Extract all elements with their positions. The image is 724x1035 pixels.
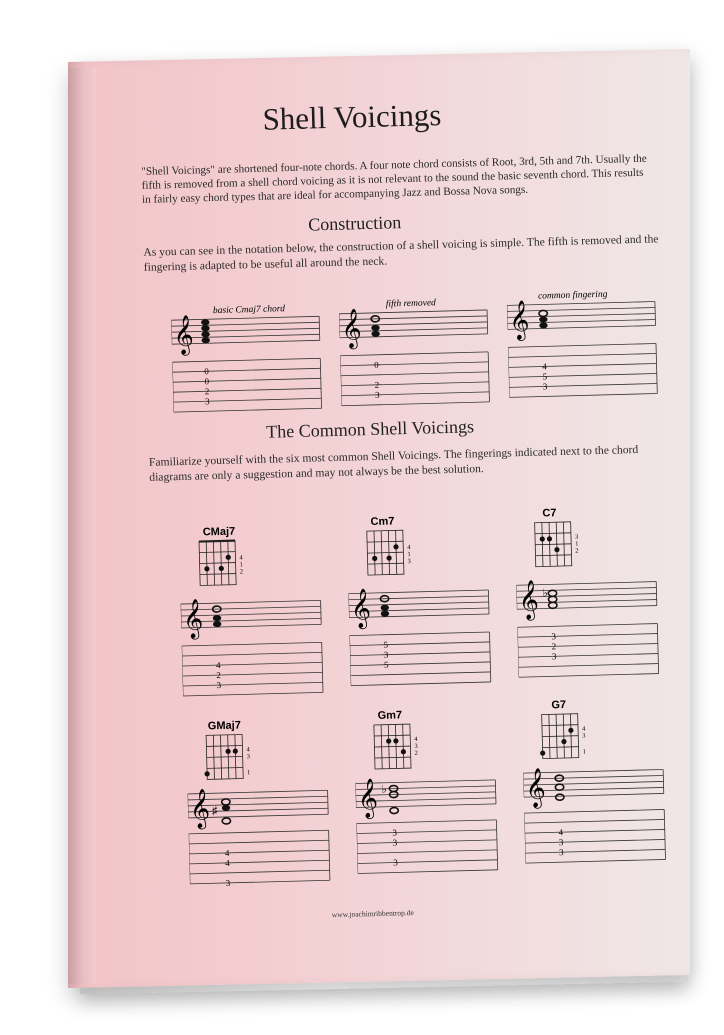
- finger-number: 2: [239, 568, 244, 576]
- construction-example-1: [171, 298, 324, 422]
- treble-clef-icon: 𝄞: [173, 316, 195, 355]
- construction-paragraph: As you can see in the notation below, the construction of a shell voicing is simple. The fifth is removed and the fingering is adapted to be useful all around the neck.: [143, 232, 659, 274]
- tab-number: 5: [542, 371, 548, 382]
- finger-number: 4: [581, 725, 586, 733]
- tab-number: 2: [204, 386, 210, 397]
- finger-number: 2: [414, 749, 418, 757]
- tab-number: 3: [374, 389, 380, 400]
- finger-number: 1: [239, 561, 243, 569]
- finger-number: 3: [582, 732, 586, 740]
- finger-number: 4: [239, 554, 243, 562]
- tab-number: 2: [216, 670, 221, 681]
- website-footer: www.joachimribbentrop.de: [331, 908, 414, 920]
- tab-number: 2: [374, 379, 380, 390]
- chord-name: Cm7: [370, 515, 395, 529]
- chord-gm7: [353, 704, 508, 888]
- accidental-sign: ♭: [381, 783, 387, 796]
- tab-number: 3: [216, 680, 222, 691]
- chord-g7: [521, 693, 676, 877]
- tab-number: 3: [558, 847, 564, 858]
- tab-number: 0: [204, 376, 210, 387]
- chord-noteheads: [389, 785, 398, 813]
- chord-diagram: [542, 714, 579, 759]
- tab-number: 4: [558, 827, 564, 838]
- treble-clef-icon: 𝄞: [525, 769, 547, 808]
- tab-number: 4: [215, 660, 221, 671]
- tab-number: 3: [383, 649, 389, 660]
- finger-number: 4: [407, 544, 411, 552]
- treble-clef-icon: 𝄞: [518, 581, 540, 620]
- finger-number: 1: [246, 769, 251, 777]
- tab-number: 3: [204, 396, 210, 407]
- accidental-sign: ♯: [211, 805, 218, 818]
- chord-gmaj7: [186, 714, 341, 898]
- chord-diagram: [199, 541, 236, 586]
- chord-noteheads: [539, 310, 548, 328]
- chord-cmaj7: [179, 520, 334, 704]
- tab-number: 3: [551, 651, 557, 662]
- treble-clef-icon: 𝄞: [350, 590, 372, 628]
- finger-number: 2: [575, 547, 579, 555]
- tab-number: 3: [225, 877, 231, 888]
- common-voicings-heading: The Common Shell Voicings: [265, 416, 475, 442]
- accidental-sign: ♭: [542, 587, 548, 600]
- chord-c7: [514, 501, 669, 685]
- chord-name: C7: [542, 507, 557, 520]
- chord-diagram: [206, 734, 243, 779]
- tab-number: 0: [374, 359, 379, 370]
- tab-number: 4: [225, 857, 230, 868]
- chord-noteheads: [548, 590, 557, 608]
- tab-number: 3: [558, 837, 564, 848]
- tab-number: 3: [392, 837, 398, 848]
- finger-number: 4: [246, 746, 250, 754]
- chord-name: GMaj7: [207, 719, 242, 733]
- tab-number: 5: [383, 659, 389, 670]
- example-caption: fifth removed: [385, 298, 437, 310]
- treble-clef-icon: 𝄞: [182, 600, 204, 638]
- finger-number: 3: [407, 557, 411, 566]
- tab-number: 0: [204, 366, 209, 377]
- finger-number: 1: [575, 540, 579, 548]
- tab-number: 4: [224, 847, 230, 858]
- finger-number: 4: [414, 735, 418, 743]
- intro-paragraph: "Shell Voicings" are shortened four-note chords. A four note chord consists of Root, 3rd, 5th and 7th. Usually the fifth is removed from a shell chord voicing as it is not relevant to the sound the basic seventh chord. This results in fairly easy chord types that are ideal for accompanying Jazz and Bossa Nova songs.: [141, 152, 647, 206]
- tab-number: 2: [551, 641, 557, 652]
- example-caption: common fingering: [537, 289, 608, 302]
- treble-clef-icon: 𝄞: [357, 779, 379, 818]
- finger-number: 3: [246, 753, 251, 761]
- chord-diagram: [374, 724, 411, 769]
- chord-name: Gm7: [377, 709, 403, 722]
- construction-example-3: [506, 283, 659, 407]
- tab-number: 3: [542, 381, 548, 392]
- tab-number: 3: [392, 827, 398, 838]
- treble-clef-icon: 𝄞: [189, 790, 211, 828]
- finger-number: 1: [582, 748, 586, 756]
- example-caption: basic Cmaj7 chord: [212, 304, 286, 317]
- finger-number: 3: [574, 533, 579, 541]
- treble-clef-icon: 𝄞: [508, 301, 530, 340]
- chord-diagram: [367, 530, 404, 575]
- tab-number: 5: [383, 639, 389, 650]
- finger-number: 1: [407, 551, 411, 559]
- chord-name: G7: [551, 698, 567, 712]
- tab-number: 4: [542, 361, 547, 372]
- chord-diagram: [535, 522, 572, 567]
- page-title: Shell Voicings: [262, 97, 442, 137]
- finger-number: 3: [414, 742, 418, 750]
- tab-number: 3: [393, 857, 398, 868]
- construction-heading: Construction: [307, 212, 402, 235]
- treble-clef-icon: 𝄞: [341, 310, 363, 348]
- common-voicings-paragraph: Familiarize yourself with the six most common Shell Voicings. The fingerings indicated next to the chord diagrams are only a suggestion and may not always be the best solution.: [148, 443, 639, 484]
- construction-example-2: [339, 292, 492, 416]
- tab-number: 3: [551, 631, 556, 642]
- chord-name: CMaj7: [202, 525, 236, 539]
- chord-noteheads: [222, 799, 231, 824]
- chord-cm7: [346, 510, 501, 694]
